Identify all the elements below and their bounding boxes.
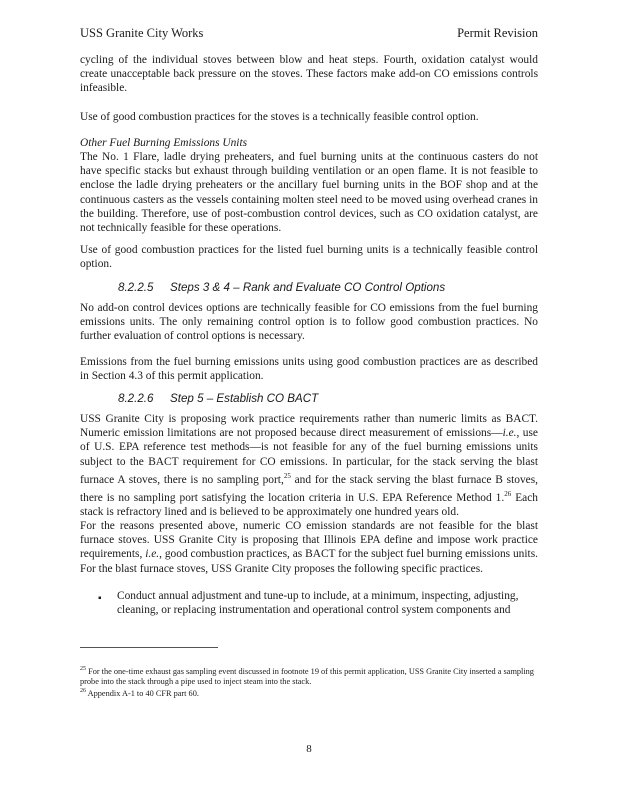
paragraph-other-fuel-burning: The No. 1 Flare, ladle drying preheaters, and fuel burning units at the continuous casters do not have specific stacks but exhaust through building ventilation or an open flame. It is not feasible to enclose the ladle drying preheaters or the ancillary fuel burning units in the BOF shop and at the continuous casters as the vessels containing molten steel need to be moved using overhead cranes in the building. Therefore, use of post-combustion control devices, such as CO oxidation catalyst, are not technically feasible for these operations. [80, 151, 538, 235]
text-run: USS Granite City is proposing work practice requirements rather than numeric limits as BACT. Numeric emission limitations are not proposed because direct measurement of emissions— [80, 413, 538, 440]
subheading-other-fuel-burning: Other Fuel Burning Emissions Units [80, 137, 248, 149]
running-header-right: Permit Revision [457, 26, 538, 40]
footnote-number: 26 [80, 688, 86, 694]
paragraph-stove-infeasibility: cycling of the individual stoves between blow and heat steps. Fourth, oxidation catalyst would create unacceptable back pressure on the stoves. These factors make add-on CO emissions controls infeasible. [80, 54, 538, 95]
footnote-ref-25: 25 [283, 471, 291, 480]
footnote-separator [80, 647, 218, 648]
text-run: , use of U.S. EPA reference test methods—is not feasible for any of the fuel burning emissions units subject to the BACT requirement for CO emissions. In particular, for the stack serving the blast furnace A stoves, there is no sampling port, [80, 427, 538, 486]
text-ie: i.e. [502, 427, 517, 440]
footnote-text: For the one-time exhaust gas sampling event discussed in footnote 19 of this permit application, USS Granite City inserted a sampling probe into the stack through a pipe used to inject steam into the stack. [80, 666, 534, 686]
section-title: Steps 3 & 4 – Rank and Evaluate CO Control Options [170, 281, 446, 294]
paragraph-stove-feasible-option: Use of good combustion practices for the stoves is a technically feasible control option. [80, 111, 479, 123]
paragraph-good-combustion-bact [80, 519, 538, 576]
bullet-marker: ▪ [98, 593, 102, 604]
section-title: Step 5 – Establish CO BACT [170, 392, 319, 405]
paragraph-emissions-section-4-3: Emissions from the fuel burning emissions units using good combustion practices are as described in Section 4.3 of this permit application. [80, 356, 538, 383]
text-run: and for the stack serving the blast furnace B stoves, there is no sampling port satisfying the location criteria in U.S. EPA Reference Method 1. [80, 473, 538, 504]
section-heading-8-2-2-5 [118, 281, 445, 294]
page-number: 8 [306, 743, 312, 755]
text-run: , good combustion practices, as BACT for the subject fuel burning emissions units. For the blast furnace stoves, USS Granite City proposes the following specific practices. [80, 548, 538, 575]
section-number: 8.2.2.5 [118, 281, 154, 294]
text-ie: i.e. [145, 548, 160, 561]
paragraph-work-practice-bact [80, 412, 538, 519]
footnote-25 [80, 664, 538, 687]
footnote-ref-26: 26 [504, 489, 512, 498]
footnote-26 [80, 686, 538, 699]
bullet-annual-tune-up: Conduct annual adjustment and tune-up to include, at a minimum, inspecting, adjusting, cleaning, or replacing instrumentation and operational control system components and [117, 590, 519, 617]
paragraph-fuel-units-feasible: Use of good combustion practices for the listed fuel burning units is a technically feasible control option. [80, 244, 538, 271]
text-run: Each stack is refractory lined and is believed to be approximately one hundred years old. [80, 491, 538, 518]
section-number: 8.2.2.6 [118, 392, 154, 405]
paragraph-no-addon-controls: No add-on control devices options are technically feasible for CO emissions from the fuel burning emissions units. The only remaining control option is to follow good combustion practices. No further evaluation of control options is necessary. [80, 302, 538, 343]
footnote-text: Appendix A-1 to 40 CFR part 60. [86, 688, 199, 698]
footnote-number: 25 [80, 666, 86, 672]
running-header-left: USS Granite City Works [80, 26, 204, 40]
text-run: For the reasons presented above, numeric CO emission standards are not feasible for the blast furnace stoves. USS Granite City is proposing that Illinois EPA define and impose work practice requirements, [80, 520, 538, 561]
section-heading-8-2-2-6 [118, 392, 318, 405]
